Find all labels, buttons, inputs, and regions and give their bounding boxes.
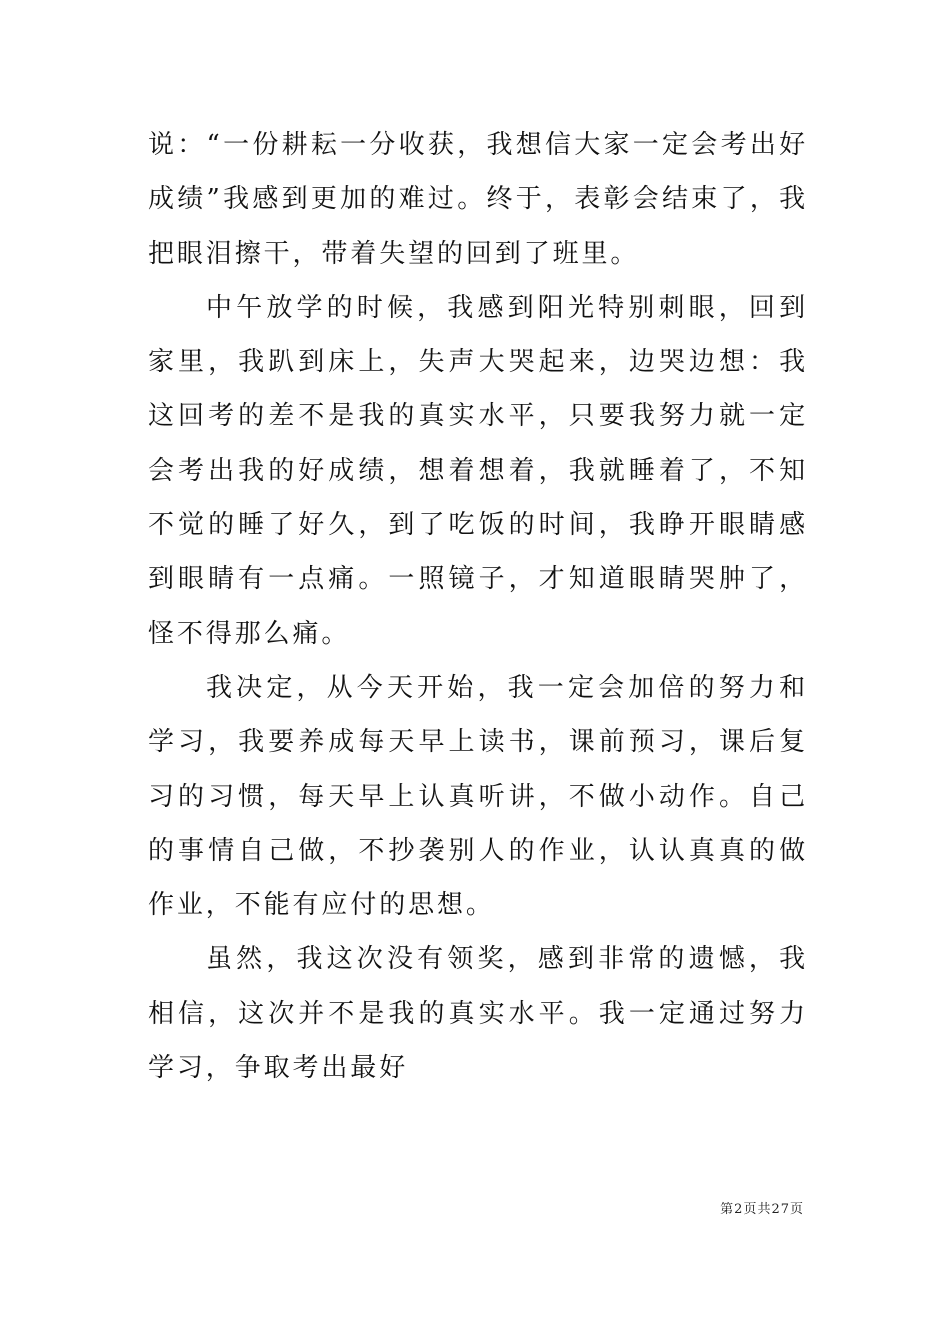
page-number-footer: 第2页共27页 (720, 1202, 804, 1217)
paragraph-3: 我决定，从今天开始，我一定会加倍的努力和学习，我要养成每天早上读书，课前预习，课后复习的习惯，每天早上认真听讲，不做小动作。自己的事情自己做，不抄袭别人的作业，认认真真的做作业，不能有应付的思想。 (148, 672, 808, 921)
paragraph-2: 中午放学的时候，我感到阳光特别刺眼，回到家里，我趴到床上，失声大哭起来，边哭边想：我这回考的差不是我的真实水平，只要我努力就一定会考出我的好成绩，想着想着，我就睡着了，不知不觉的睡了好久，到了吃饭的时间，我睁开眼睛感到眼睛有一点痛。一照镜子，才知道眼睛哭肿了，怪不得那么痛。 (148, 292, 808, 649)
document-body (148, 118, 808, 1095)
paragraph-1: 说：“一份耕耘一分收获，我想信大家一定会考出好成绩”我感到更加的难过。终于，表彰会结束了，我把眼泪擦干，带着失望的回到了班里。 (148, 130, 808, 269)
paragraph-4: 虽然，我这次没有领奖，感到非常的遗憾，我相信，这次并不是我的真实水平。我一定通过努力学习，争取考出最好 (148, 944, 808, 1084)
